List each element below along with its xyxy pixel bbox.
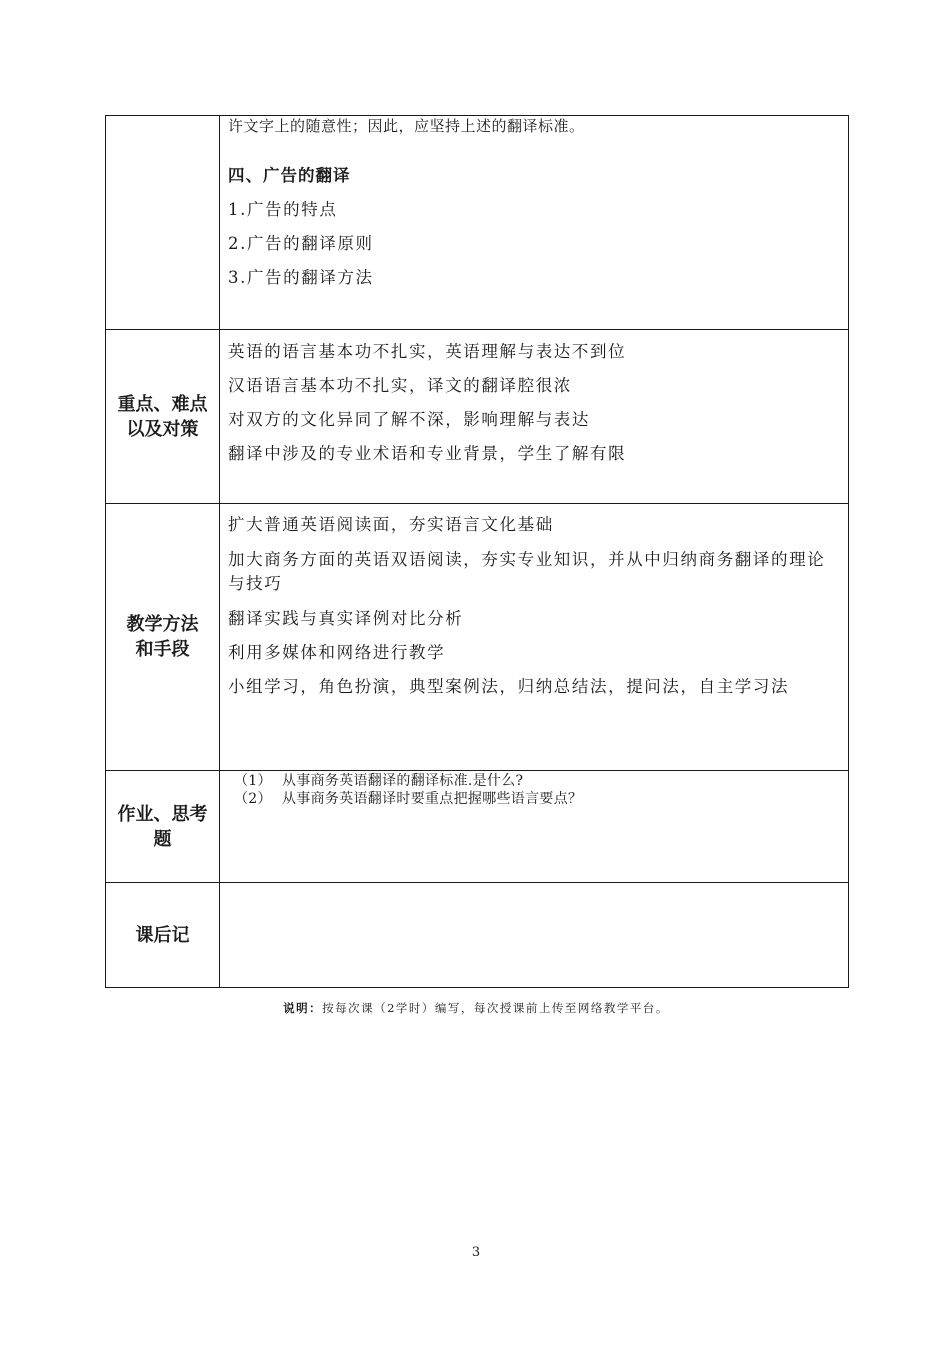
- list-item: 对双方的文化异同了解不深，影响理解与表达: [228, 410, 590, 429]
- list-item: （2） 从事商务英语翻译时要重点把握哪些语言要点？: [234, 791, 583, 807]
- row-label-key-points: 重点、难点 以及对策: [106, 330, 220, 504]
- row-content: [220, 330, 849, 504]
- list-item: 翻译实践与真实译例对比分析: [228, 609, 464, 628]
- list-item: 3.广告的翻译方法: [228, 268, 374, 287]
- row-label-empty: [106, 116, 220, 330]
- table-row: [106, 116, 849, 330]
- list-item: 小组学习，角色扮演，典型案例法，归纳总结法，提问法，自主学习法: [228, 677, 790, 696]
- footnote: [0, 1000, 952, 1016]
- table-row: [106, 504, 849, 771]
- section-heading: 四、广告的翻译: [228, 166, 351, 185]
- table-row: [106, 330, 849, 504]
- list-item: 汉语语言基本功不扎实，译文的翻译腔很浓: [228, 376, 572, 395]
- list-item: 2.广告的翻译原则: [228, 234, 374, 253]
- list-item: 加大商务方面的英语双语阅读，夯实专业知识，并从中归纳商务翻译的理论与技巧: [228, 550, 826, 593]
- row-label-homework: 作业、思考 题: [106, 771, 220, 883]
- lesson-plan-table: [105, 115, 849, 988]
- list-item: 扩大普通英语阅读面，夯实语言文化基础: [228, 515, 554, 534]
- list-item: 翻译中涉及的专业术语和专业背景，学生了解有限: [228, 444, 627, 463]
- table-row: [106, 883, 849, 988]
- row-content: [220, 771, 849, 883]
- page-number: 3: [471, 1245, 481, 1260]
- table-row: [106, 771, 849, 883]
- row-label-teaching-methods: 教学方法 和手段: [106, 504, 220, 771]
- list-item: 英语的语言基本功不扎实，英语理解与表达不到位: [228, 342, 627, 361]
- row-content-empty: [220, 883, 849, 988]
- row-label-post-class-notes: 课后记: [106, 883, 220, 988]
- list-item: 利用多媒体和网络进行教学: [228, 643, 446, 662]
- row-content: [220, 116, 849, 330]
- footnote-text: 按每次课（2学时）编写，每次授课前上传至网络教学平台。: [322, 1001, 669, 1015]
- continued-text: 许文字上的随意性；因此，应坚持上述的翻译标准。: [228, 117, 585, 135]
- footnote-prefix: 说明：: [283, 1001, 323, 1015]
- list-item: （1） 从事商务英语翻译的翻译标准.是什么?: [234, 773, 524, 789]
- list-item: 1.广告的特点: [228, 200, 338, 219]
- row-content: [220, 504, 849, 771]
